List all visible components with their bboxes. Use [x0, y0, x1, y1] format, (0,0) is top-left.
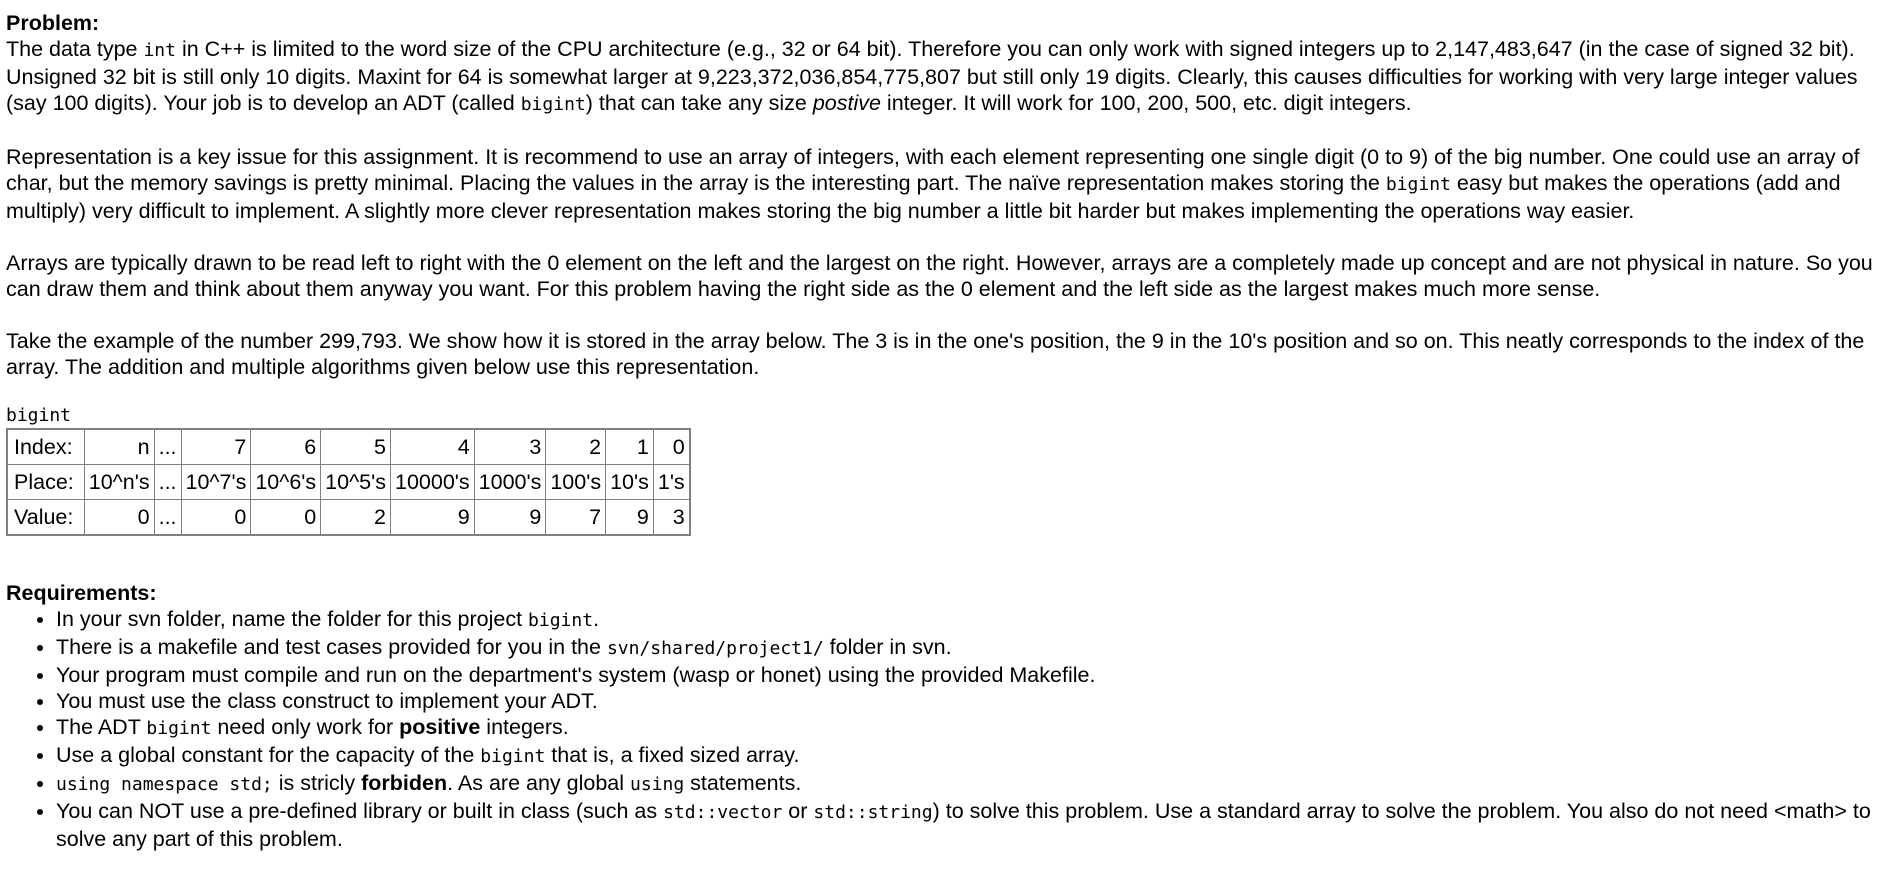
table-cell: 9: [606, 500, 654, 536]
text: You can NOT use a pre-defined library or built in class (such as: [56, 799, 664, 823]
text: . As are any global: [447, 771, 631, 795]
code-bigint: bigint: [1385, 174, 1451, 195]
table-row: [7, 465, 690, 500]
table-cell: 1's: [653, 465, 689, 500]
code-int: int: [143, 40, 176, 61]
requirements-heading: Requirements:: [6, 581, 157, 605]
table-cell: 2: [321, 500, 391, 536]
code-bigint: bigint: [520, 94, 586, 115]
problem-paragraph-3: Arrays are typically drawn to be read left to right with the 0 element on the left and the largest on the right. However, arrays are a completely made up concept and are not physical in nature. So you can draw them and think about them anyway you want. For this problem having the right side as the 0 element and the left side as the largest makes much more sense.: [6, 251, 1873, 301]
table-label: bigint: [6, 405, 72, 426]
code: bigint: [146, 718, 212, 739]
text: folder in svn.: [823, 635, 952, 659]
text: easy but makes the operations (add and multiply) very difficult to implement. A slightly more clever representation makes storing the big number a little bit harder but makes implementing the operations way easier.: [6, 171, 1841, 223]
table-cell: 7: [546, 500, 606, 536]
bold-text: forbiden: [361, 771, 448, 795]
code: using: [630, 774, 685, 795]
table-row: [7, 429, 690, 465]
requirements-section: [6, 580, 1879, 852]
table-cell: 1000's: [474, 465, 546, 500]
code: bigint: [528, 610, 594, 631]
code: bigint: [480, 746, 546, 767]
list-item: [56, 798, 1879, 852]
table-cell: 0: [84, 500, 154, 536]
table-cell: 100's: [546, 465, 606, 500]
code: std::string: [813, 802, 933, 823]
table-cell: 0: [181, 500, 251, 536]
table-cell: 2: [546, 429, 606, 465]
text: .: [593, 607, 600, 631]
code: using namespace std;: [56, 774, 273, 795]
list-item: [56, 770, 1879, 798]
table-cell: 0: [251, 500, 321, 536]
text: The ADT: [56, 715, 147, 739]
problem-heading: Problem:: [6, 11, 100, 35]
table-cell: 0: [653, 429, 689, 465]
table-cell: 1: [606, 429, 654, 465]
table-cell: ...: [154, 500, 181, 536]
bold-text: positive: [399, 715, 481, 739]
table-cell: 10^n's: [84, 465, 154, 500]
text: You must use the class construct to implement your ADT.: [56, 689, 598, 713]
list-item: [56, 634, 1879, 662]
table-cell: 10^7's: [181, 465, 251, 500]
table-row: [7, 500, 690, 536]
table-cell: 10^5's: [321, 465, 391, 500]
code: std::vector: [663, 802, 783, 823]
table-cell: ...: [154, 429, 181, 465]
table-cell: 10's: [606, 465, 654, 500]
text: integer. It will work for 100, 200, 500, etc. digit integers.: [880, 91, 1412, 115]
list-item: [56, 606, 1879, 634]
text: in C++ is limited to the word size of the CPU architecture (e.g., 32 or 64 bit). Therefore you can only work with signed integers up to 2,147,483,647 (in the case of signed 32 bit). Unsigned 32 bit is still only 10 digits. Maxint for 64 is somewhat larger at 9,223,372,036,854,775,807 but still only 19 digits. Clearly, this causes difficulties for working with very large integer values (say 100 digits). Your job is to develop an ADT (called: [6, 37, 1858, 115]
text: The data type: [6, 37, 144, 61]
list-item: [56, 688, 1879, 714]
text: or: [782, 799, 814, 823]
list-item: [56, 662, 1879, 688]
table-cell: 7: [181, 429, 251, 465]
text: ) to solve this problem. Use a standard array to solve the problem. You also do not need <math> to solve any part of this problem.: [56, 799, 1871, 851]
problem-paragraph-4: Take the example of the number 299,793. We show how it is stored in the array below. The 3 is in the one's position, the 9 in the 10's position and so on. This neatly corresponds to the index of the array. The addition and multiple algorithms given below use this representation.: [6, 329, 1865, 379]
table-cell: 3: [653, 500, 689, 536]
text: In your svn folder, name the folder for this project: [56, 607, 529, 631]
problem-paragraph-1: [6, 10, 1879, 118]
table-cell: 3: [474, 429, 546, 465]
table-cell: 6: [251, 429, 321, 465]
row-header: Value:: [7, 500, 84, 536]
text: Your program must compile and run on the department's system (wasp or honet) using the provided Makefile.: [56, 663, 1096, 687]
emphasis-postive: postive: [812, 91, 881, 115]
text: statements.: [684, 771, 802, 795]
problem-paragraph-2: [6, 144, 1879, 224]
text: There is a makefile and test cases provided for you in the: [56, 635, 607, 659]
table-cell: 5: [321, 429, 391, 465]
table-cell: 10^6's: [251, 465, 321, 500]
text: Representation is a key issue for this assignment. It is recommend to use an array of integers, with each element representing one single digit (0 to 9) of the big number. One could use an array of char, but the memory savings is pretty minimal. Placing the values in the array is the interesting part. The naïve representation makes storing the: [6, 145, 1860, 195]
row-header: Place:: [7, 465, 84, 500]
text: Use a global constant for the capacity of the: [56, 743, 481, 767]
text: is stricly: [272, 771, 362, 795]
list-item: [56, 714, 1879, 742]
table-cell: ...: [154, 465, 181, 500]
table-cell: n: [84, 429, 154, 465]
text: need only work for: [211, 715, 400, 739]
text: that is, a fixed sized array.: [545, 743, 800, 767]
row-header: Index:: [7, 429, 84, 465]
table-cell: 9: [474, 500, 546, 536]
table-cell: 4: [391, 429, 475, 465]
list-item: [56, 742, 1879, 770]
requirements-list: [6, 606, 1879, 852]
bigint-table: [6, 428, 691, 536]
text: ) that can take any size: [585, 91, 813, 115]
code: svn/shared/project1/: [606, 638, 824, 659]
table-cell: 9: [391, 500, 475, 536]
table-cell: 10000's: [391, 465, 475, 500]
text: integers.: [480, 715, 569, 739]
